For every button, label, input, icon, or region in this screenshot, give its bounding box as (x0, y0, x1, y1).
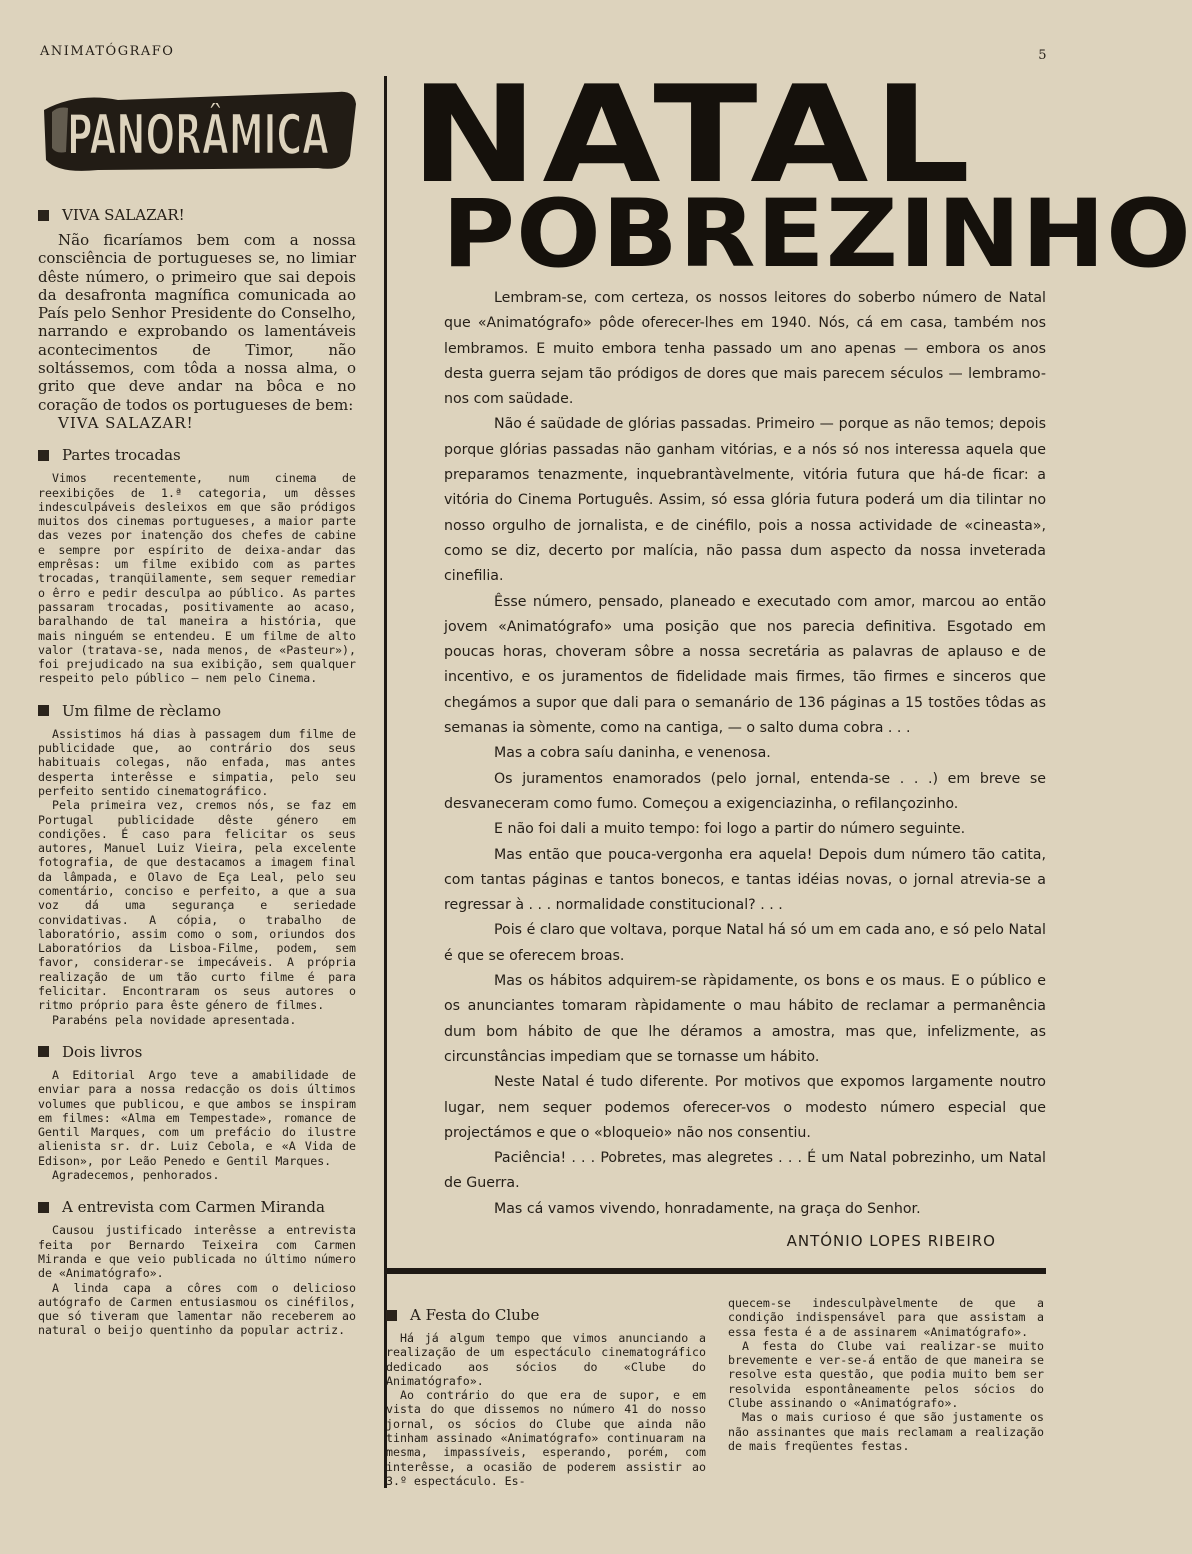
viva-exclaim: VIVA SALAZAR! (58, 413, 194, 432)
left-column (38, 196, 356, 1338)
article-paragraph: Mas os hábitos adquirem-se ràpidamente, os bons e os maus. E o público e os anunciantes tomaram ràpidamente o mau hábito de reclamar a permanência dum bom hábito de que lhe déramos a amostra, mas que, infelizmente, as circunstâncias impediam que se tornasse um hábito. (444, 973, 1046, 1065)
festa-col2-body-1: quecem-se indesculpàvelmente de que a condição indispensável para que assistam a essa festa é a de assinarem «Animatógrafo». (728, 1296, 1044, 1339)
reclamo-body-2: Pela primeira vez, cremos nós, se faz em Portugal publicidade dêste género em condições. É caso para felicitar os seus autores, Manuel Luiz Vieira, pela excelente fotografia, de que destacamos a imagem final da lâmpada, e Olavo de Eça Leal, pelo seu comentário, conciso e perfeito, a que a sua voz dá uma segurança e seriedade convidativas. A cópia, o trabalho de laboratório, assim como o som, oriundos dos Laboratórios da Lisboa-Filme, podem, sem favor, considerar-se impecáveis. A própria realização de um tão curto filme é para felicitar. Encontraram os seus autores o ritmo próprio para êste género de filmes. (38, 798, 356, 1013)
section-title: VIVA SALAZAR! (62, 206, 185, 224)
article-paragraph: Os juramentos enamorados (pelo jornal, entenda-se . . .) em breve se desvaneceram como fumo. Começou a exigenciazinha, o refilançozinho. (444, 770, 1046, 812)
article-paragraph: Neste Natal é tudo diferente. Por motivos que expomos largamente noutro lugar, nem sequer podemos oferecer-vos o modesto número especial que projectámos e que o «bloqueio» não nos consentiu. (444, 1074, 1046, 1141)
festa-column-1 (386, 1296, 706, 1488)
article-paragraph: Lembram-se, com certeza, os nossos leitores do soberbo número de Natal que «Animatógrafo» pôde oferecer-lhes em 1940. Nós, cá em casa, também nos lembramos. E muito embora tenha passado um ano apenas — embora os anos desta guerra sejam tão pródigos de dores que mais parecem séculos — lembramo-nos com saüdade. (444, 290, 1046, 408)
reclamo-body-3: Parabéns pela novidade apresentada. (52, 1012, 297, 1027)
section-title: Um filme de rèclamo (62, 701, 221, 720)
column-divider (384, 76, 387, 1488)
square-bullet-icon (38, 210, 49, 221)
section-title: A entrevista com Carmen Miranda (62, 1198, 325, 1217)
section-title: A Festa do Clube (410, 1306, 540, 1324)
article-paragraph: Mas então que pouca-vergonha era aquela! Depois dum número tão catita, com tantas páginas e tantos bonecos, e tantas idéias novas, o jornal atrevia-se a regressar à . . . normalidade constitucional? . . . (444, 846, 1046, 914)
section-partes-heading (38, 446, 356, 464)
masthead: ANIMATÓGRAFO (40, 44, 175, 59)
article-paragraph: E não foi dali a muito tempo: foi logo a partir do número seguinte. (494, 821, 966, 838)
section-entrevista-heading (38, 1198, 356, 1216)
logo-text: PANORÂMICA (67, 103, 330, 168)
livros-body-2: Agradecemos, penhorados. (52, 1168, 220, 1183)
headline-line-1: NATAL (410, 57, 975, 213)
square-bullet-icon (386, 1310, 397, 1321)
article-paragraph: Mas a cobra saíu daninha, e venenosa. (494, 745, 771, 762)
section-reclamo-heading (38, 702, 356, 720)
article-paragraph: Não é saüdade de glórias passadas. Primeiro — porque as não temos; depois porque glórias passadas não ganham vitórias, e a nós só nos interessa aquela que preparamos tenazmente, inquebrantàvelmente, vitória futura que há-de ficar: a vitória do Cinema Português. Assim, só essa glória futura poderá um dia tilintar no nosso orgulho de jornalista, e de cinéfilo, pois a nossa actividade de «cineasta», como se diz, decerto por malícia, não passa dum aspecto da nossa inveterada cinefilia. (444, 416, 1046, 585)
festa-col2-body-2: A festa do Clube vai realizar-se muito brevemente e ver-se-á então de que maneira se resolve esta questão, que podia muito bem ser resolvida espontâneamente pelos sócios do Clube assinando o «Animatógrafo». (728, 1338, 1044, 1411)
viva-body: Não ficaríamos bem com a nossa consciência de portugueses se, no limiar dêste número, o primeiro que sai depois da desafronta magnífica comunicada ao País pelo Senhor Presidente do Conselho, narrando e exprobando os lamentáveis acontecimentos de Timor, não soltássemos, com tôda a nossa alma, o grito que deve andar na bôca e no coração de todos os portugueses de bem: (38, 231, 356, 414)
panoramica-logo (38, 82, 360, 178)
reclamo-body-1: Assistimos há dias à passagem dum filme de publicidade que, ao contrário dos seus habituais colegas, não enfada, mas antes desperta interêsse e simpatia, pelo seu perfeito sentido cinematográfico. (38, 726, 356, 798)
headline-line-2: POBREZINHO (442, 180, 1192, 289)
horizontal-divider (386, 1268, 1046, 1274)
article-paragraph: Êsse número, pensado, planeado e executado com amor, marcou ao então jovem «Animatógrafo» uma posição que nos parecia definitiva. Esgotado em poucas horas, choveram sôbre a nossa secretária as palavras de aplauso e de incentivo, e os juramentos de fidelidade mais firmes, tão firmes e sinceros que chegámos a supor que dali para o semanário de 136 páginas a 15 tostões tôdas as semanas ia sòmente, como na cantiga, — o salto duma cobra . . . (444, 593, 1046, 737)
section-title: Partes trocadas (62, 446, 181, 465)
entrevista-body-2: A linda capa a côres com o delicioso autógrafo de Carmen entusiasmou os cinéfilos, que só tiveram que lamentar não receberem ao natural o beijo quentinho da popular actriz. (38, 1280, 356, 1338)
festa-body-2: Ao contrário do que era de supor, e em vista do que dissemos no número 41 do nosso jornal, os sócios do Clube que ainda não tinham assinado «Animatógrafo» continuaram na mesma, impassíveis, esperando, porém, com interêsse, a ocasião de poderem assistir ao 3.º espectáculo. Es- (386, 1388, 706, 1488)
square-bullet-icon (38, 1202, 49, 1213)
festa-col2-body-3: Mas o mais curioso é que são justamente os não assinantes que mais reclamam a realização de mais freqüentes festas. (728, 1410, 1044, 1453)
entrevista-body-1: Causou justificado interêsse a entrevista feita por Bernardo Teixeira com Carmen Miranda e que veio publicada no último número de «Animatógrafo». (38, 1223, 356, 1281)
article-paragraph: Mas cá vamos vivendo, honradamente, na graça do Senhor. (494, 1200, 921, 1217)
section-viva-heading (38, 206, 356, 224)
livros-body-1: A Editorial Argo teve a amabilidade de enviar para a nossa redacção os dois últimos volumes que publicou, e que ambos se inspiram em filmes: «Alma em Tempestade», romance de Gentil Marques, com um prefácio do ilustre alienista sr. dr. Luiz Cebola, e «A Vida de Edison», por Leão Penedo e Gentil Marques. (38, 1067, 356, 1168)
section-livros-heading (38, 1043, 356, 1061)
section-festa-heading (386, 1306, 706, 1324)
main-article (444, 286, 1046, 1250)
page-number: 5 (1038, 48, 1048, 63)
partes-body: Vimos recentemente, num cinema de reexibições de 1.ª categoria, um dêsses indesculpáveis desleixos em que são pródigos muitos dos cinemas portugueses, a maior parte das vezes por inatenção dos chefes de cabine e sempre por espírito de deixa-andar das emprêsas: um filme exibido com as partes trocadas, tranqüilamente, sem sequer remediar o êrro e pedir desculpa ao público. As partes passaram trocadas, positivamente ao acaso, baralhando de tal maneira a história, que mais ninguém se entendeu. E um filme de alto valor (tratava-se, nada menos, de «Pasteur»), foi prejudicado na sua exibição, sem qualquer respeito pelo público — nem pelo Cinema. (38, 471, 356, 686)
festa-column-2 (728, 1296, 1044, 1453)
article-paragraph: Paciência! . . . Pobretes, mas alegretes . . . É um Natal pobrezinho, um Natal de Guerra. (444, 1150, 1046, 1192)
square-bullet-icon (38, 705, 49, 716)
byline: ANTÓNIO LOPES RIBEIRO (786, 1231, 996, 1250)
square-bullet-icon (38, 1046, 49, 1057)
section-title: Dois livros (62, 1042, 143, 1061)
square-bullet-icon (38, 450, 49, 461)
article-paragraph: Pois é claro que voltava, porque Natal há só um em cada ano, e só pelo Natal é que se oferecem broas. (444, 922, 1046, 964)
festa-body-1: Há já algum tempo que vimos anunciando a realização de um espectáculo cinematográfico dedicado aos sócios do «Clube do Animatógrafo». (386, 1331, 706, 1388)
